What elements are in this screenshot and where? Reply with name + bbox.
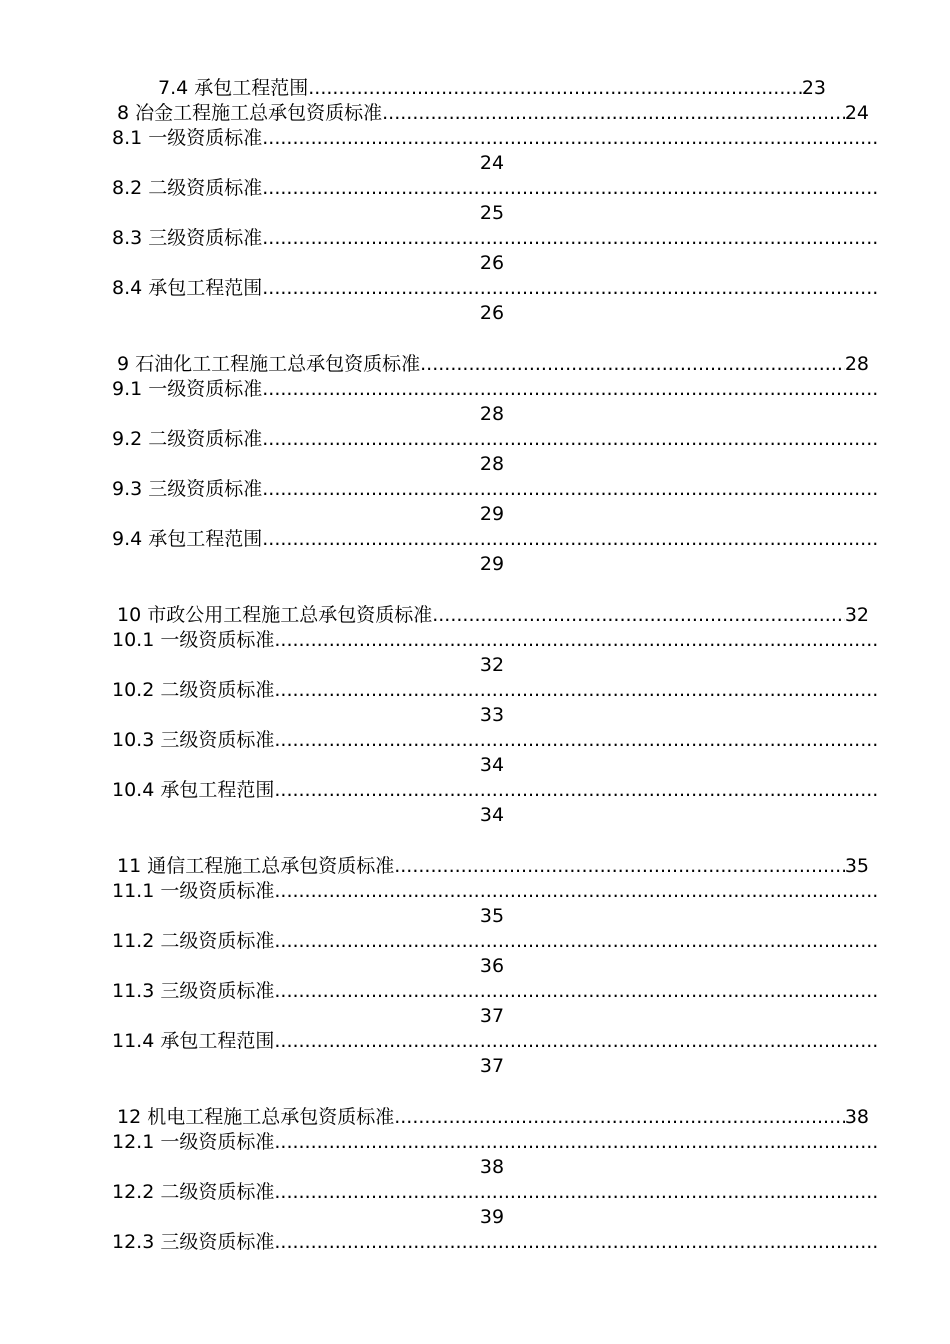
toc-entry-label: 10.4 承包工程范围 — [112, 779, 275, 801]
toc-entry-page-number: 37 — [479, 1005, 505, 1027]
dot-leader — [274, 678, 880, 702]
dot-leader — [262, 377, 880, 401]
toc-entry-label: 8.3 三级资质标准 — [112, 227, 263, 249]
toc-entry-page-number: 36 — [479, 955, 505, 977]
dot-leader — [388, 101, 845, 125]
dot-leader — [274, 1230, 880, 1254]
toc-entry-page-number: 28 — [479, 453, 505, 475]
toc-entry-label: 11 通信工程施工总承包资质标准 — [117, 855, 395, 877]
dot-leader — [262, 276, 880, 300]
toc-entry-page-number: 33 — [479, 704, 505, 726]
toc-entry-page-number: 24 — [479, 152, 505, 174]
toc-entry-label: 10 市政公用工程施工总承包资质标准 — [117, 604, 433, 626]
toc-entry-label: 9.1 一级资质标准 — [112, 378, 263, 400]
toc-entry-page-number: 38 — [844, 1106, 869, 1128]
dot-leader — [274, 929, 880, 953]
toc-entry-section[interactable] — [112, 778, 880, 802]
toc-entry-label: 11.3 三级资质标准 — [112, 980, 275, 1002]
toc-entry-page-number: 32 — [844, 604, 869, 626]
toc-entry-section[interactable] — [112, 126, 880, 150]
toc-entry-label: 11.1 一级资质标准 — [112, 880, 275, 902]
dot-leader — [262, 527, 880, 551]
toc-entry-section[interactable] — [112, 527, 880, 551]
toc-entry-section[interactable] — [112, 226, 880, 250]
toc-entry-label: 8.4 承包工程范围 — [112, 277, 263, 299]
toc-entry-page-number: 37 — [479, 1055, 505, 1077]
toc-entry-section[interactable] — [112, 929, 880, 953]
toc-entry-label: 9 石油化工工程施工总承包资质标准 — [117, 353, 421, 375]
toc-entry-page-number: 26 — [479, 252, 505, 274]
toc-entry-chapter[interactable] — [117, 352, 869, 376]
dot-leader — [274, 1180, 880, 1204]
toc-entry-head74[interactable] — [158, 76, 826, 100]
toc-entry-section[interactable] — [112, 1130, 880, 1154]
toc-entry-section[interactable] — [112, 1180, 880, 1204]
toc-entry-section[interactable] — [112, 879, 880, 903]
toc-entry-page-number: 38 — [479, 1156, 505, 1178]
toc-entry-page-number: 24 — [844, 102, 869, 124]
dot-leader — [432, 603, 845, 627]
toc-entry-label: 12.2 二级资质标准 — [112, 1181, 275, 1203]
toc-entry-label: 7.4 承包工程范围 — [158, 77, 309, 99]
toc-entry-section[interactable] — [112, 678, 880, 702]
toc-entry-section[interactable] — [112, 176, 880, 200]
toc-entry-page-number: 32 — [479, 654, 505, 676]
dot-leader — [274, 728, 880, 752]
dot-leader — [308, 76, 802, 100]
toc-entry-page-number: 29 — [479, 503, 505, 525]
toc-entry-section[interactable] — [112, 628, 880, 652]
dot-leader — [262, 477, 880, 501]
toc-entry-section[interactable] — [112, 276, 880, 300]
toc-entry-section[interactable] — [112, 1230, 880, 1254]
toc-entry-label: 9.2 二级资质标准 — [112, 428, 263, 450]
toc-entry-label: 8 冶金工程施工总承包资质标准. — [117, 102, 389, 124]
toc-entry-label: 12 机电工程施工总承包资质标准 — [117, 1106, 395, 1128]
toc-entry-label: 12.3 三级资质标准 — [112, 1231, 275, 1253]
toc-entry-label: 11.2 二级资质标准 — [112, 930, 275, 952]
dot-leader — [394, 1105, 845, 1129]
dot-leader — [274, 778, 880, 802]
toc-entry-label: 8.2 二级资质标准 — [112, 177, 263, 199]
dot-leader — [394, 854, 845, 878]
toc-entry-page-number: 28 — [844, 353, 869, 375]
toc-entry-label: 10.2 二级资质标准 — [112, 679, 275, 701]
toc-entry-page-number: 25 — [479, 202, 505, 224]
toc-entry-section[interactable] — [112, 979, 880, 1003]
toc-entry-label: 9.3 三级资质标准 — [112, 478, 263, 500]
dot-leader — [262, 226, 880, 250]
toc-entry-chapter[interactable] — [117, 1105, 869, 1129]
dot-leader — [274, 979, 880, 1003]
toc-entry-page-number: 34 — [479, 754, 505, 776]
toc-entry-chapter[interactable] — [117, 854, 869, 878]
toc-entry-page-number: 29 — [479, 553, 505, 575]
toc-entry-label: 8.1 一级资质标准 — [112, 127, 263, 149]
toc-entry-page-number: 39 — [479, 1206, 505, 1228]
toc-entry-page-number: 34 — [479, 804, 505, 826]
toc-entry-label: 9.4 承包工程范围 — [112, 528, 263, 550]
dot-leader — [274, 1029, 880, 1053]
toc-entry-page-number: 35 — [479, 905, 505, 927]
dot-leader — [262, 126, 880, 150]
dot-leader — [262, 427, 880, 451]
dot-leader — [262, 176, 880, 200]
dot-leader — [274, 628, 880, 652]
toc-entry-label: 10.3 三级资质标准 — [112, 729, 275, 751]
dot-leader — [274, 1130, 880, 1154]
toc-entry-label: 10.1 一级资质标准 — [112, 629, 275, 651]
toc-entry-section[interactable] — [112, 377, 880, 401]
toc-entry-section[interactable] — [112, 477, 880, 501]
toc-entry-page-number: 35 — [844, 855, 869, 877]
toc-entry-section[interactable] — [112, 728, 880, 752]
toc-entry-label: 12.1 一级资质标准 — [112, 1131, 275, 1153]
toc-entry-label: 11.4 承包工程范围 — [112, 1030, 275, 1052]
dot-leader — [274, 879, 880, 903]
toc-entry-chapter[interactable] — [117, 603, 869, 627]
toc-entry-chapter[interactable] — [117, 101, 869, 125]
toc-entry-section[interactable] — [112, 1029, 880, 1053]
toc-entry-page-number: 26 — [479, 302, 505, 324]
dot-leader — [420, 352, 845, 376]
toc-entry-page-number: 23 — [801, 77, 826, 99]
toc-entry-section[interactable] — [112, 427, 880, 451]
toc-entry-page-number: 28 — [479, 403, 505, 425]
